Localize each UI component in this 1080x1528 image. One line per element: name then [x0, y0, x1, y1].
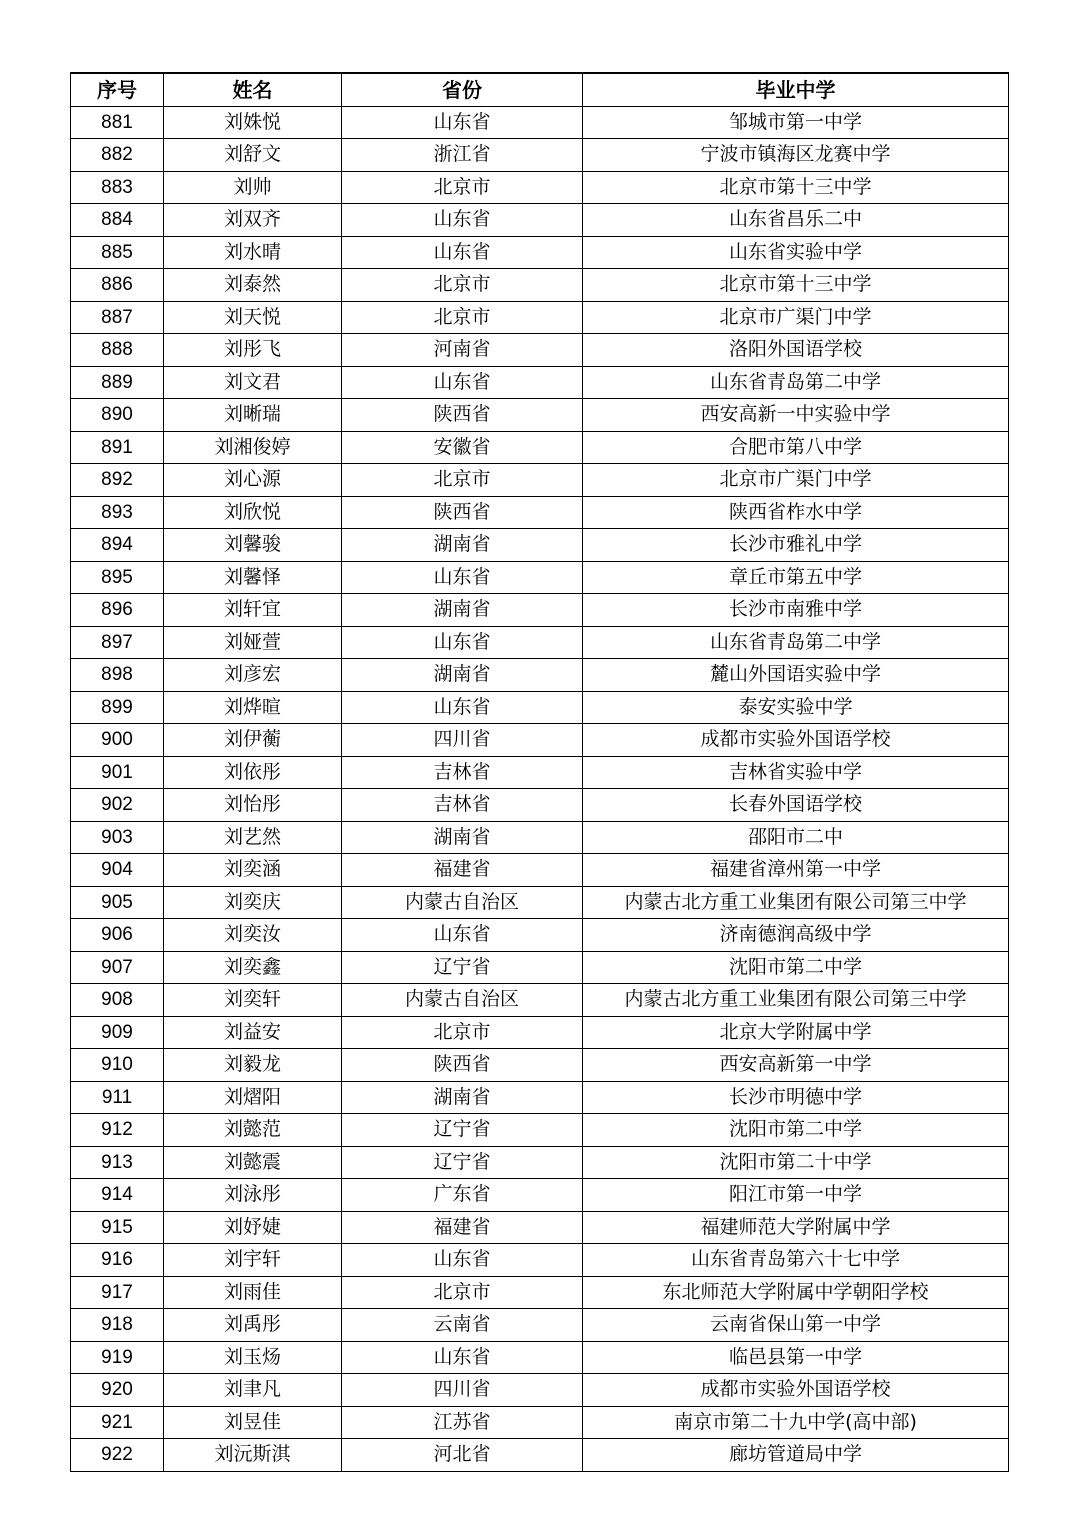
table-row [71, 1049, 1009, 1082]
cell-school: 济南德润高级中学 [583, 919, 1009, 952]
table-row [71, 691, 1009, 724]
cell-school: 合肥市第八中学 [583, 431, 1009, 464]
table-row [71, 1406, 1009, 1439]
table-row [71, 1081, 1009, 1114]
table-row [71, 139, 1009, 172]
cell-province: 四川省 [342, 1374, 583, 1407]
cell-province: 北京市 [342, 269, 583, 302]
cell-province: 福建省 [342, 854, 583, 887]
cell-name: 刘娅萱 [164, 626, 342, 659]
cell-province: 辽宁省 [342, 1114, 583, 1147]
cell-name: 刘彦宏 [164, 659, 342, 692]
cell-number: 910 [71, 1049, 164, 1082]
table-row [71, 204, 1009, 237]
cell-province: 湖南省 [342, 821, 583, 854]
table-row [71, 1309, 1009, 1342]
table-row [71, 1179, 1009, 1212]
header-name: 姓名 [164, 73, 342, 106]
cell-province: 湖南省 [342, 1081, 583, 1114]
cell-province: 吉林省 [342, 789, 583, 822]
cell-number: 889 [71, 366, 164, 399]
table-row [71, 1439, 1009, 1472]
cell-number: 893 [71, 496, 164, 529]
cell-name: 刘姝悦 [164, 106, 342, 139]
cell-number: 902 [71, 789, 164, 822]
cell-school: 麓山外国语实验中学 [583, 659, 1009, 692]
cell-province: 山东省 [342, 626, 583, 659]
cell-school: 成都市实验外国语学校 [583, 1374, 1009, 1407]
cell-province: 辽宁省 [342, 951, 583, 984]
cell-number: 898 [71, 659, 164, 692]
table-row [71, 1341, 1009, 1374]
table-row [71, 269, 1009, 302]
table-row [71, 1016, 1009, 1049]
cell-school: 邵阳市二中 [583, 821, 1009, 854]
cell-province: 山东省 [342, 106, 583, 139]
cell-school: 长春外国语学校 [583, 789, 1009, 822]
table-row [71, 1244, 1009, 1277]
cell-name: 刘帅 [164, 171, 342, 204]
cell-school: 北京市第十三中学 [583, 171, 1009, 204]
table-row [71, 626, 1009, 659]
cell-province: 北京市 [342, 464, 583, 497]
cell-school: 沈阳市第二十中学 [583, 1146, 1009, 1179]
cell-name: 刘沅斯淇 [164, 1439, 342, 1472]
table-row [71, 399, 1009, 432]
cell-number: 911 [71, 1081, 164, 1114]
cell-school: 章丘市第五中学 [583, 561, 1009, 594]
cell-school: 沈阳市第二中学 [583, 1114, 1009, 1147]
cell-name: 刘聿凡 [164, 1374, 342, 1407]
cell-school: 陕西省柞水中学 [583, 496, 1009, 529]
cell-school: 北京市广渠门中学 [583, 464, 1009, 497]
table-row [71, 1114, 1009, 1147]
cell-school: 长沙市雅礼中学 [583, 529, 1009, 562]
table-row [71, 984, 1009, 1017]
cell-number: 904 [71, 854, 164, 887]
cell-number: 892 [71, 464, 164, 497]
cell-name: 刘湘俊婷 [164, 431, 342, 464]
table-row [71, 464, 1009, 497]
cell-province: 北京市 [342, 301, 583, 334]
cell-school: 山东省青岛第六十七中学 [583, 1244, 1009, 1277]
cell-number: 883 [71, 171, 164, 204]
table-header [71, 73, 1009, 106]
cell-name: 刘双齐 [164, 204, 342, 237]
table-row [71, 529, 1009, 562]
cell-name: 刘艺然 [164, 821, 342, 854]
cell-name: 刘奕汝 [164, 919, 342, 952]
cell-name: 刘心源 [164, 464, 342, 497]
cell-school: 内蒙古北方重工业集团有限公司第三中学 [583, 984, 1009, 1017]
cell-school: 沈阳市第二中学 [583, 951, 1009, 984]
table-row [71, 431, 1009, 464]
cell-school: 吉林省实验中学 [583, 756, 1009, 789]
cell-province: 陕西省 [342, 496, 583, 529]
table-row [71, 951, 1009, 984]
cell-name: 刘彤飞 [164, 334, 342, 367]
cell-school: 成都市实验外国语学校 [583, 724, 1009, 757]
cell-province: 辽宁省 [342, 1146, 583, 1179]
cell-name: 刘懿震 [164, 1146, 342, 1179]
cell-number: 912 [71, 1114, 164, 1147]
cell-province: 北京市 [342, 1276, 583, 1309]
cell-name: 刘雨佳 [164, 1276, 342, 1309]
table-row [71, 756, 1009, 789]
cell-school: 邹城市第一中学 [583, 106, 1009, 139]
cell-name: 刘益安 [164, 1016, 342, 1049]
header-number: 序号 [71, 73, 164, 106]
cell-province: 山东省 [342, 366, 583, 399]
cell-name: 刘轩宜 [164, 594, 342, 627]
cell-school: 云南省保山第一中学 [583, 1309, 1009, 1342]
cell-number: 887 [71, 301, 164, 334]
cell-school: 泰安实验中学 [583, 691, 1009, 724]
cell-name: 刘馨怿 [164, 561, 342, 594]
cell-province: 河南省 [342, 334, 583, 367]
cell-name: 刘宇轩 [164, 1244, 342, 1277]
cell-province: 湖南省 [342, 659, 583, 692]
cell-name: 刘舒文 [164, 139, 342, 172]
cell-name: 刘泰然 [164, 269, 342, 302]
cell-name: 刘奕涵 [164, 854, 342, 887]
cell-school: 山东省昌乐二中 [583, 204, 1009, 237]
cell-school: 洛阳外国语学校 [583, 334, 1009, 367]
cell-province: 内蒙古自治区 [342, 886, 583, 919]
cell-province: 江苏省 [342, 1406, 583, 1439]
cell-number: 914 [71, 1179, 164, 1212]
cell-school: 北京大学附属中学 [583, 1016, 1009, 1049]
table-row [71, 106, 1009, 139]
table-row [71, 659, 1009, 692]
table-row [71, 496, 1009, 529]
cell-province: 四川省 [342, 724, 583, 757]
table-row [71, 1211, 1009, 1244]
cell-province: 吉林省 [342, 756, 583, 789]
cell-number: 918 [71, 1309, 164, 1342]
cell-number: 896 [71, 594, 164, 627]
cell-number: 895 [71, 561, 164, 594]
table-body [71, 106, 1009, 1471]
cell-number: 890 [71, 399, 164, 432]
cell-number: 899 [71, 691, 164, 724]
cell-name: 刘烨暄 [164, 691, 342, 724]
cell-name: 刘文君 [164, 366, 342, 399]
cell-school: 山东省青岛第二中学 [583, 626, 1009, 659]
cell-school: 西安高新一中实验中学 [583, 399, 1009, 432]
table-row [71, 561, 1009, 594]
cell-number: 891 [71, 431, 164, 464]
cell-province: 福建省 [342, 1211, 583, 1244]
table-row [71, 886, 1009, 919]
cell-name: 刘伊蘅 [164, 724, 342, 757]
cell-school: 东北师范大学附属中学朝阳学校 [583, 1276, 1009, 1309]
cell-name: 刘晰瑞 [164, 399, 342, 432]
header-row [71, 73, 1009, 106]
cell-province: 北京市 [342, 171, 583, 204]
table-row [71, 366, 1009, 399]
cell-school: 内蒙古北方重工业集团有限公司第三中学 [583, 886, 1009, 919]
cell-number: 905 [71, 886, 164, 919]
cell-province: 北京市 [342, 1016, 583, 1049]
cell-school: 阳江市第一中学 [583, 1179, 1009, 1212]
table-row [71, 301, 1009, 334]
cell-number: 885 [71, 236, 164, 269]
cell-province: 河北省 [342, 1439, 583, 1472]
table-row [71, 594, 1009, 627]
cell-province: 山东省 [342, 1244, 583, 1277]
cell-number: 884 [71, 204, 164, 237]
table-row [71, 919, 1009, 952]
table-row [71, 789, 1009, 822]
cell-name: 刘玉炀 [164, 1341, 342, 1374]
cell-province: 广东省 [342, 1179, 583, 1212]
cell-province: 云南省 [342, 1309, 583, 1342]
cell-name: 刘水晴 [164, 236, 342, 269]
cell-school: 廊坊管道局中学 [583, 1439, 1009, 1472]
cell-number: 916 [71, 1244, 164, 1277]
cell-name: 刘毅龙 [164, 1049, 342, 1082]
cell-number: 882 [71, 139, 164, 172]
table-row [71, 236, 1009, 269]
cell-school: 临邑县第一中学 [583, 1341, 1009, 1374]
cell-province: 陕西省 [342, 1049, 583, 1082]
cell-province: 山东省 [342, 919, 583, 952]
cell-number: 900 [71, 724, 164, 757]
cell-province: 山东省 [342, 236, 583, 269]
cell-number: 897 [71, 626, 164, 659]
cell-province: 安徽省 [342, 431, 583, 464]
cell-number: 908 [71, 984, 164, 1017]
cell-number: 901 [71, 756, 164, 789]
cell-name: 刘依彤 [164, 756, 342, 789]
table-row [71, 854, 1009, 887]
cell-name: 刘怡彤 [164, 789, 342, 822]
cell-name: 刘奕庆 [164, 886, 342, 919]
table-row [71, 1374, 1009, 1407]
header-school: 毕业中学 [583, 73, 1009, 106]
cell-name: 刘禹彤 [164, 1309, 342, 1342]
cell-name: 刘泳彤 [164, 1179, 342, 1212]
cell-province: 湖南省 [342, 594, 583, 627]
cell-number: 888 [71, 334, 164, 367]
cell-school: 宁波市镇海区龙赛中学 [583, 139, 1009, 172]
cell-name: 刘熠阳 [164, 1081, 342, 1114]
cell-number: 922 [71, 1439, 164, 1472]
cell-number: 907 [71, 951, 164, 984]
cell-province: 山东省 [342, 561, 583, 594]
cell-name: 刘懿范 [164, 1114, 342, 1147]
cell-province: 山东省 [342, 691, 583, 724]
cell-number: 919 [71, 1341, 164, 1374]
table-row [71, 171, 1009, 204]
cell-school: 北京市广渠门中学 [583, 301, 1009, 334]
cell-number: 903 [71, 821, 164, 854]
cell-province: 浙江省 [342, 139, 583, 172]
cell-number: 886 [71, 269, 164, 302]
cell-number: 909 [71, 1016, 164, 1049]
cell-name: 刘奕轩 [164, 984, 342, 1017]
cell-number: 906 [71, 919, 164, 952]
cell-name: 刘昱佳 [164, 1406, 342, 1439]
cell-school: 长沙市明德中学 [583, 1081, 1009, 1114]
cell-school: 南京市第二十九中学(高中部) [583, 1406, 1009, 1439]
table-row [71, 821, 1009, 854]
cell-province: 陕西省 [342, 399, 583, 432]
table-row [71, 1276, 1009, 1309]
cell-name: 刘妤婕 [164, 1211, 342, 1244]
cell-name: 刘奕鑫 [164, 951, 342, 984]
table-row [71, 1146, 1009, 1179]
cell-province: 湖南省 [342, 529, 583, 562]
cell-name: 刘欣悦 [164, 496, 342, 529]
cell-school: 福建省漳州第一中学 [583, 854, 1009, 887]
cell-number: 881 [71, 106, 164, 139]
cell-province: 山东省 [342, 204, 583, 237]
cell-school: 山东省实验中学 [583, 236, 1009, 269]
table-row [71, 334, 1009, 367]
cell-school: 福建师范大学附属中学 [583, 1211, 1009, 1244]
student-roster-table [70, 72, 1009, 1472]
header-province: 省份 [342, 73, 583, 106]
cell-number: 917 [71, 1276, 164, 1309]
cell-school: 长沙市南雅中学 [583, 594, 1009, 627]
cell-name: 刘馨骏 [164, 529, 342, 562]
cell-number: 913 [71, 1146, 164, 1179]
cell-school: 北京市第十三中学 [583, 269, 1009, 302]
cell-school: 西安高新第一中学 [583, 1049, 1009, 1082]
cell-number: 894 [71, 529, 164, 562]
cell-number: 921 [71, 1406, 164, 1439]
cell-number: 915 [71, 1211, 164, 1244]
cell-province: 山东省 [342, 1341, 583, 1374]
cell-province: 内蒙古自治区 [342, 984, 583, 1017]
table-row [71, 724, 1009, 757]
cell-number: 920 [71, 1374, 164, 1407]
cell-name: 刘天悦 [164, 301, 342, 334]
cell-school: 山东省青岛第二中学 [583, 366, 1009, 399]
